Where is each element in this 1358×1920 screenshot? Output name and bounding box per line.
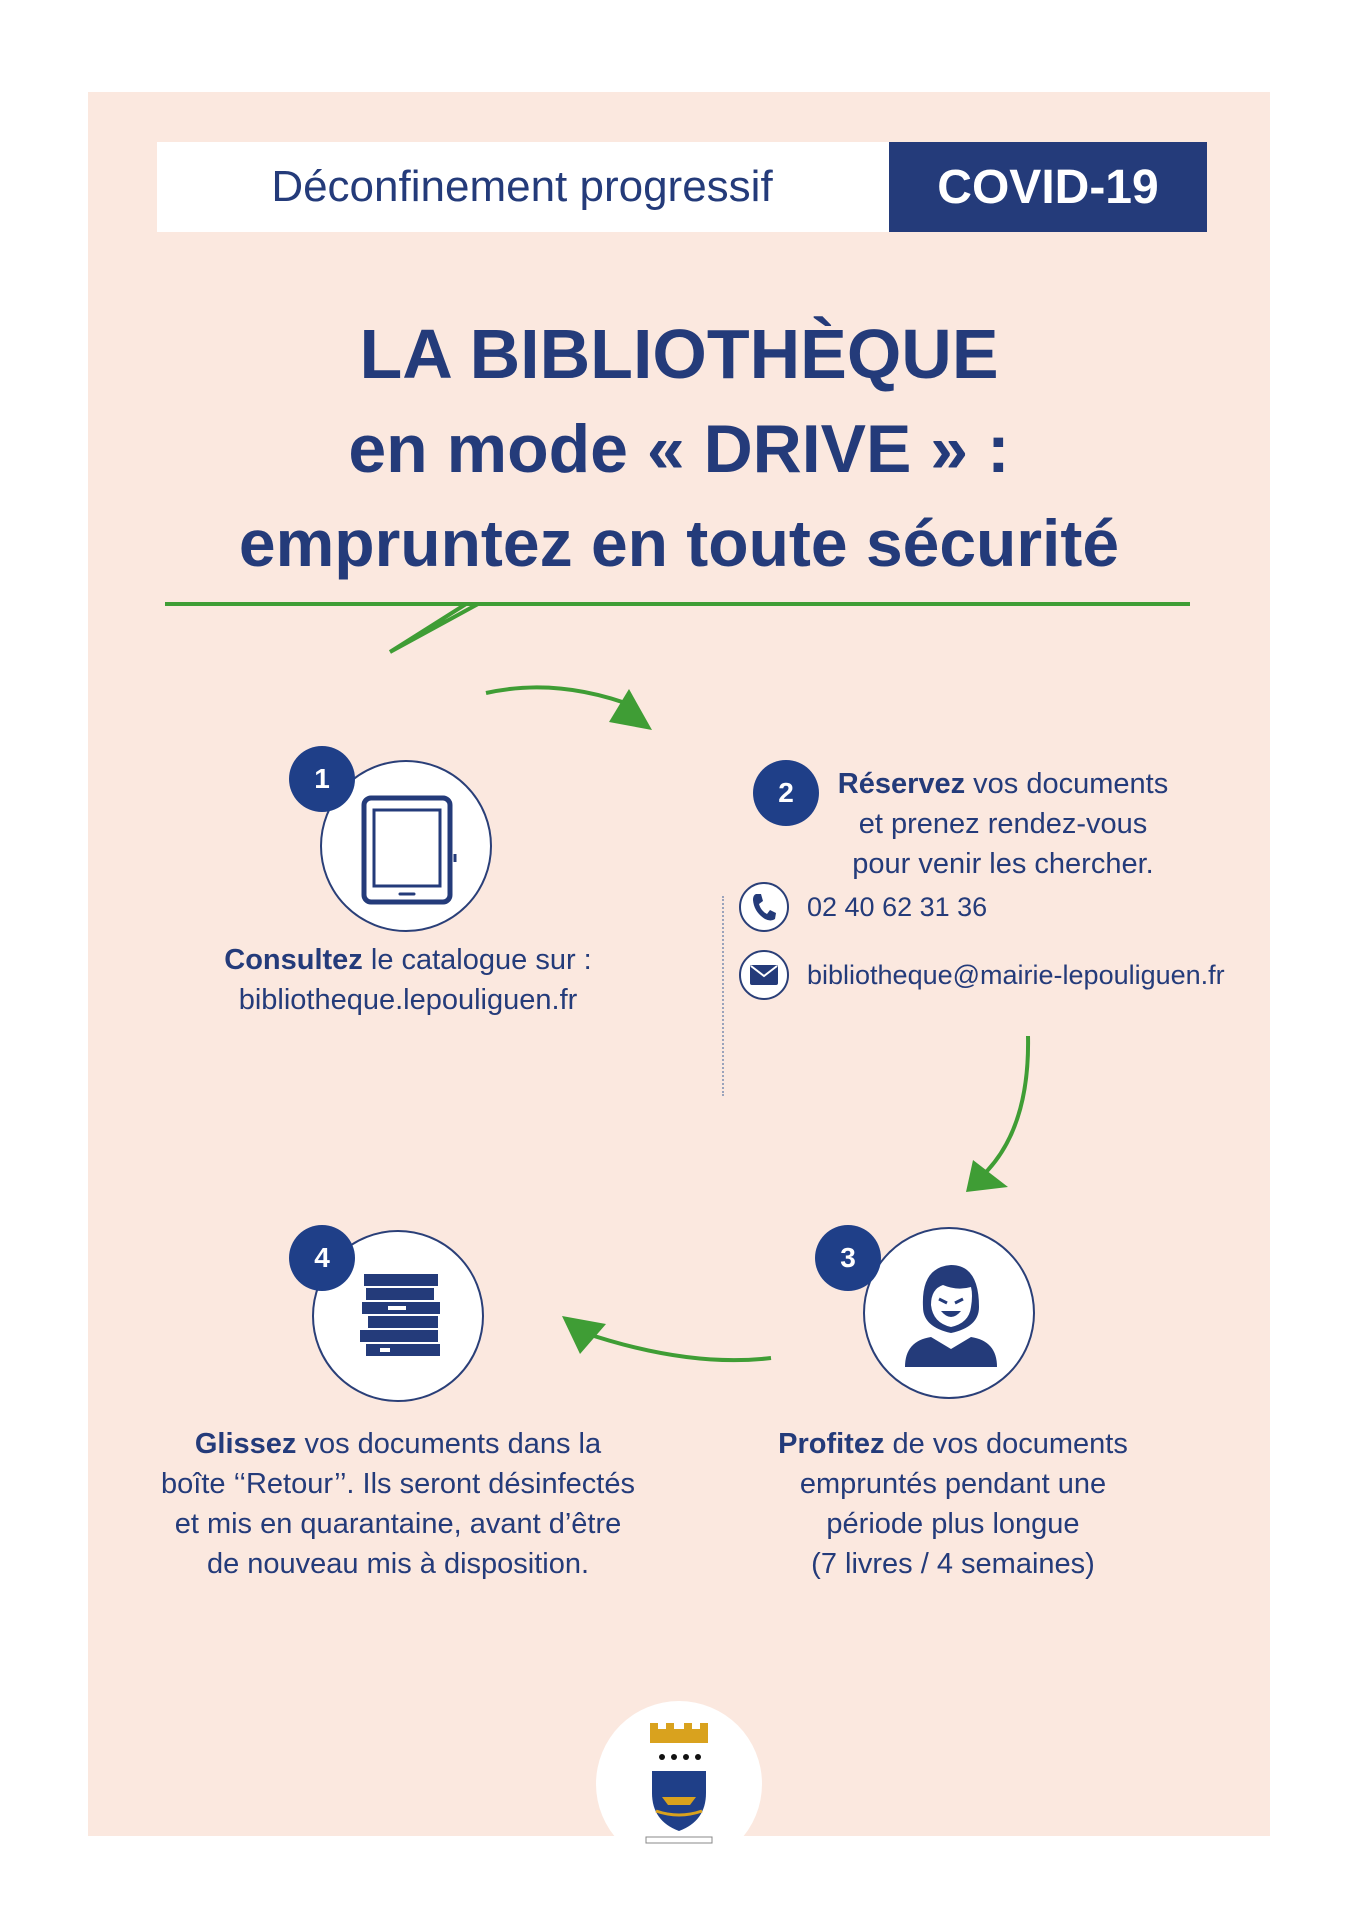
phone-number[interactable]: 02 40 62 31 36 — [807, 891, 988, 922]
town-crest — [596, 1701, 762, 1867]
step4-bold: Glissez — [194, 1428, 297, 1460]
banner-subtitle: Déconfinement progressif — [271, 162, 773, 211]
arrow-1-to-2 — [486, 687, 636, 707]
arrow-2-to-3 — [980, 1036, 1028, 1178]
step4-rest: vos documents dans la — [296, 1428, 602, 1460]
step2-line2: et prenez rendez-vous — [858, 808, 1148, 840]
crest-logo — [596, 1701, 762, 1867]
step2-number-badge: 2 — [753, 760, 819, 826]
headline-bubble-visible — [165, 604, 1190, 652]
banner-covid-label: COVID-19 — [889, 142, 1207, 232]
step1-bold: Consultez — [224, 944, 363, 976]
arrow-1-to-2-head — [609, 689, 652, 730]
step3-line4: (7 livres / 4 semaines) — [811, 1548, 1095, 1580]
step4-line3: et mis en quarantaine, avant d’être — [174, 1508, 622, 1540]
step3-number-badge: 3 — [815, 1225, 881, 1291]
arrow-3-to-4-head — [562, 1316, 606, 1354]
email-row — [739, 950, 1225, 1000]
arrow-2-to-3-head — [966, 1160, 1008, 1192]
step2-line3: pour venir les chercher. — [852, 848, 1154, 880]
envelope-icon — [739, 950, 789, 1000]
email-address[interactable]: bibliotheque@mairie-lepouliguen.fr — [807, 959, 1225, 990]
phone-row — [739, 882, 987, 932]
step3-circle — [863, 1227, 1035, 1399]
step4-line4: de nouveau mis à disposition. — [206, 1548, 590, 1580]
headline-line-2: en mode « DRIVE » : — [348, 411, 1010, 487]
step1-number-badge: 1 — [289, 746, 355, 812]
step3-line2: empruntés pendant une — [799, 1468, 1107, 1500]
step1-catalogue-link[interactable]: bibliotheque.lepouliguen.fr — [238, 984, 578, 1016]
step4-text — [128, 1424, 668, 1584]
step1-text — [148, 940, 668, 1020]
step3-bold: Profitez — [778, 1428, 885, 1460]
step2-text — [828, 764, 1178, 884]
step2-bold: Réservez — [837, 768, 966, 800]
headline-line-3: empruntez en toute sécurité — [238, 506, 1120, 580]
person-icon — [865, 1229, 1037, 1401]
step2-rest: vos documents — [965, 768, 1169, 800]
arrow-3-to-4 — [582, 1332, 771, 1360]
contact-divider — [722, 896, 724, 1096]
step4-line2: boîte ‘‘Retour’’. Ils seront désinfectés — [161, 1468, 635, 1500]
poster — [88, 92, 1270, 1836]
step1-rest: le catalogue sur : — [362, 944, 592, 976]
headline-line-1: LA BIBLIOTHÈQUE — [359, 315, 999, 393]
step3-line3: période plus longue — [826, 1508, 1080, 1540]
step4-number-badge: 4 — [289, 1225, 355, 1291]
phone-icon — [739, 882, 789, 932]
step3-text — [728, 1424, 1178, 1584]
step3-rest: de vos documents — [884, 1428, 1128, 1460]
